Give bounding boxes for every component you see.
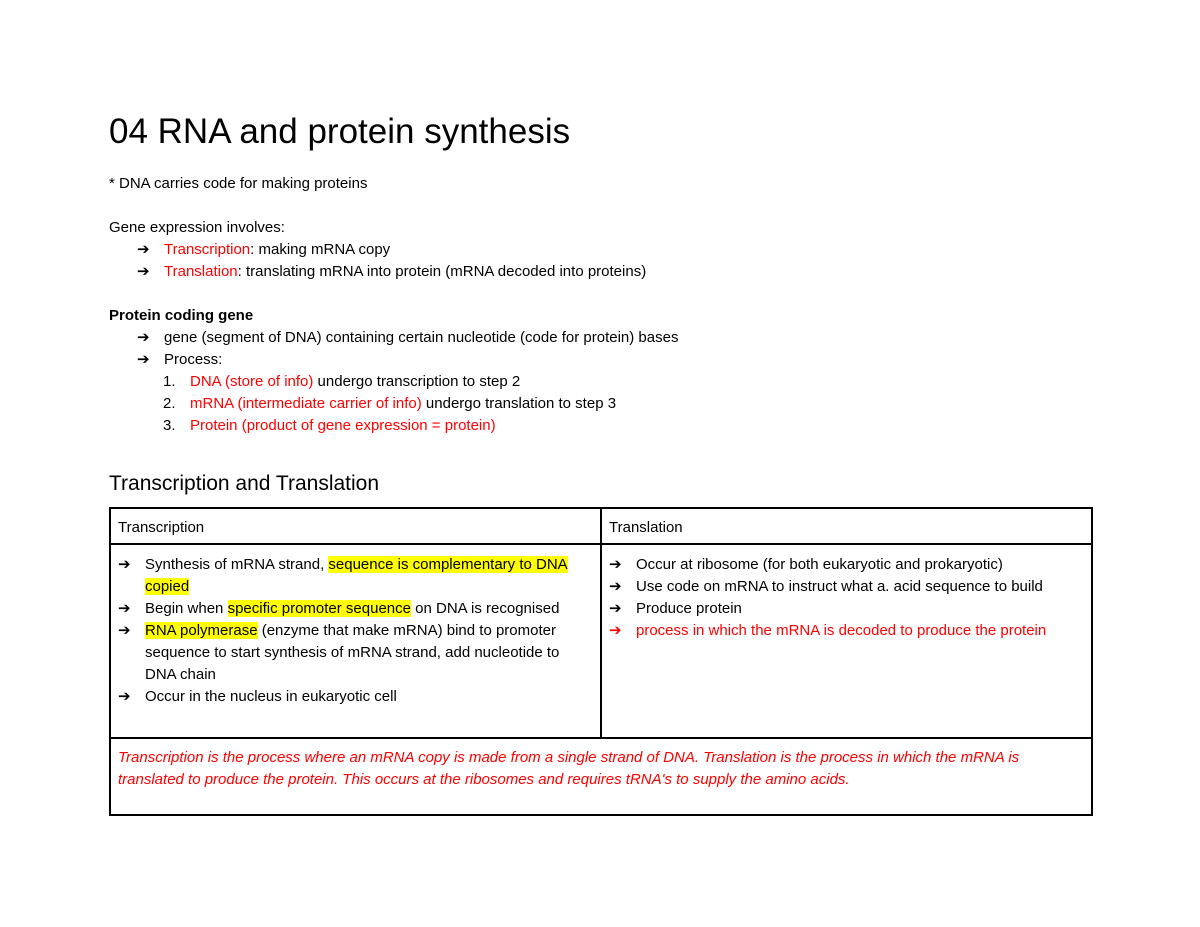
item-text: Produce protein	[636, 600, 742, 617]
summary-text: Transcription is the process where an mRNA copy is made from a single strand of DNA. Translation is the process in which the mRNA is translated to produce the protein. This occurs at the ribosomes and requires tRNA's to supply the amino acids.	[118, 749, 1020, 788]
item-text: process in which the mRNA is decoded to produce the protein	[636, 622, 1047, 639]
arrow-icon: ➔	[118, 622, 131, 639]
arrow-icon: ➔	[609, 622, 622, 639]
protein-coding-heading: Protein coding gene	[109, 307, 254, 324]
item-text: (enzyme that make mRNA) bind to promoter sequence to start synthesis of mRNA strand, add nucleotide to DNA chain	[145, 622, 560, 683]
highlighted-text: specific promoter sequence	[227, 600, 411, 617]
term-transcription: Transcription	[164, 241, 251, 258]
list-item	[118, 554, 588, 598]
list-item	[609, 554, 1049, 576]
arrow-icon: ➔	[137, 241, 150, 258]
process-step	[163, 393, 616, 415]
summary-cell	[109, 737, 1093, 816]
comparison-table	[109, 507, 1093, 816]
step-number: 3.	[163, 417, 176, 434]
arrow-icon: ➔	[118, 600, 131, 617]
step-text: undergo translation to step 3	[421, 395, 617, 412]
list-item	[137, 327, 678, 349]
item-text: Use code on mRNA to instruct what a. acid sequence to build	[636, 578, 1043, 595]
list-item	[118, 686, 588, 708]
table-header-transcription	[109, 507, 602, 545]
transcription-cell	[109, 543, 602, 739]
arrow-icon: ➔	[118, 688, 131, 705]
list-item	[137, 261, 646, 283]
step-text: undergo transcription to step 2	[313, 373, 521, 390]
list-item	[609, 598, 1049, 620]
process-step	[163, 371, 520, 393]
arrow-icon: ➔	[609, 578, 622, 595]
translation-cell	[600, 543, 1093, 739]
term-translation: Translation	[164, 263, 238, 280]
step-number: 2.	[163, 395, 176, 412]
item-text: : translating mRNA into protein (mRNA decoded into proteins)	[237, 263, 647, 280]
list-item	[118, 620, 588, 686]
page-title: 04 RNA and protein synthesis	[109, 112, 571, 151]
gene-expression-heading: Gene expression involves:	[109, 219, 285, 236]
section-heading: Transcription and Translation	[109, 472, 380, 495]
process-step	[163, 415, 496, 437]
item-text: : making mRNA copy	[250, 241, 391, 258]
item-text: gene (segment of DNA) containing certain nucleotide (code for protein) bases	[164, 329, 679, 346]
highlighted-text: sequence is complementary to DNA copied	[145, 556, 568, 595]
header-label: Transcription	[118, 519, 205, 536]
list-item	[609, 576, 1049, 598]
item-text: Occur at ribosome (for both eukaryotic and prokaryotic)	[636, 556, 1003, 573]
step-number: 1.	[163, 373, 176, 390]
item-text: Occur in the nucleus in eukaryotic cell	[145, 688, 397, 705]
item-text: on DNA is recognised	[411, 600, 560, 617]
dna-note: * DNA carries code for making proteins	[109, 175, 368, 192]
arrow-icon: ➔	[137, 263, 150, 280]
item-text: Begin when	[145, 600, 228, 617]
arrow-icon: ➔	[137, 329, 150, 346]
step-term: mRNA (intermediate carrier of info)	[190, 395, 422, 412]
highlighted-text: RNA polymerase	[145, 622, 258, 639]
list-item	[137, 349, 222, 371]
arrow-icon: ➔	[137, 351, 150, 368]
step-term: DNA (store of info)	[190, 373, 314, 390]
step-term: Protein (product of gene expression = protein)	[190, 417, 496, 434]
arrow-icon: ➔	[118, 556, 131, 573]
header-label: Translation	[609, 519, 683, 536]
arrow-icon: ➔	[609, 600, 622, 617]
item-text: Process:	[164, 351, 223, 368]
list-item	[137, 239, 390, 261]
list-item	[118, 598, 588, 620]
list-item	[609, 620, 1049, 642]
arrow-icon: ➔	[609, 556, 622, 573]
table-header-translation	[600, 507, 1093, 545]
item-text: Synthesis of mRNA strand,	[145, 556, 329, 573]
